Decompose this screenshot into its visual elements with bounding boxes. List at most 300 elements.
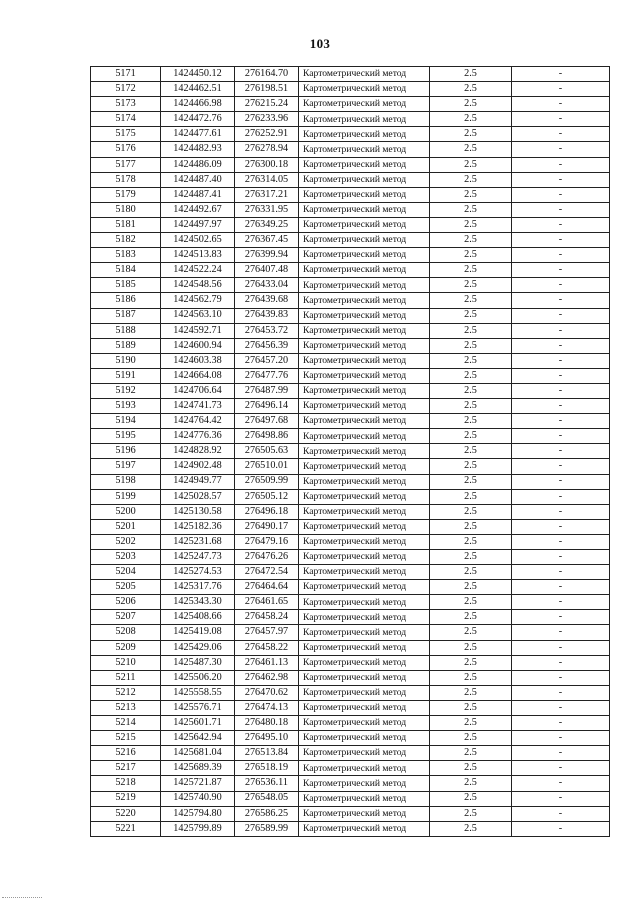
- accuracy-cell: 2.5: [430, 806, 512, 821]
- description-cell: -: [512, 625, 610, 640]
- accuracy-cell: 2.5: [430, 338, 512, 353]
- description-cell: -: [512, 534, 610, 549]
- table-row: [91, 489, 610, 504]
- point-number-cell: 5187: [91, 308, 161, 323]
- method-cell: Картометрический метод: [299, 625, 430, 640]
- y-coordinate-cell: 276477.76: [235, 368, 299, 383]
- x-coordinate-cell: 1424902.48: [161, 459, 235, 474]
- x-coordinate-cell: 1425506.20: [161, 670, 235, 685]
- accuracy-cell: 2.5: [430, 399, 512, 414]
- accuracy-cell: 2.5: [430, 761, 512, 776]
- point-number-cell: 5192: [91, 383, 161, 398]
- y-coordinate-cell: 276479.16: [235, 534, 299, 549]
- y-coordinate-cell: 276439.68: [235, 293, 299, 308]
- description-cell: -: [512, 67, 610, 82]
- method-cell: Картометрический метод: [299, 293, 430, 308]
- x-coordinate-cell: 1424764.42: [161, 414, 235, 429]
- x-coordinate-cell: 1425558.55: [161, 685, 235, 700]
- method-cell: Картометрический метод: [299, 97, 430, 112]
- description-cell: -: [512, 202, 610, 217]
- y-coordinate-cell: 276505.12: [235, 489, 299, 504]
- y-coordinate-cell: 276472.54: [235, 565, 299, 580]
- accuracy-cell: 2.5: [430, 323, 512, 338]
- accuracy-cell: 2.5: [430, 550, 512, 565]
- x-coordinate-cell: 1425231.68: [161, 534, 235, 549]
- accuracy-cell: 2.5: [430, 716, 512, 731]
- y-coordinate-cell: 276509.99: [235, 474, 299, 489]
- y-coordinate-cell: 276252.91: [235, 127, 299, 142]
- description-cell: -: [512, 157, 610, 172]
- y-coordinate-cell: 276367.45: [235, 233, 299, 248]
- description-cell: -: [512, 580, 610, 595]
- x-coordinate-cell: 1424487.41: [161, 187, 235, 202]
- point-number-cell: 5177: [91, 157, 161, 172]
- point-number-cell: 5172: [91, 82, 161, 97]
- table-row: [91, 278, 610, 293]
- table-row: [91, 112, 610, 127]
- method-cell: Картометрический метод: [299, 761, 430, 776]
- x-coordinate-cell: 1425642.94: [161, 731, 235, 746]
- description-cell: -: [512, 776, 610, 791]
- description-cell: -: [512, 338, 610, 353]
- point-number-cell: 5179: [91, 187, 161, 202]
- method-cell: Картометрический метод: [299, 685, 430, 700]
- table-row: [91, 323, 610, 338]
- table-row: [91, 217, 610, 232]
- y-coordinate-cell: 276317.21: [235, 187, 299, 202]
- accuracy-cell: 2.5: [430, 731, 512, 746]
- y-coordinate-cell: 276487.99: [235, 383, 299, 398]
- method-cell: Картометрический метод: [299, 217, 430, 232]
- table-row: [91, 595, 610, 610]
- point-number-cell: 5213: [91, 700, 161, 715]
- point-number-cell: 5212: [91, 685, 161, 700]
- table-row: [91, 791, 610, 806]
- x-coordinate-cell: 1424450.12: [161, 67, 235, 82]
- x-coordinate-cell: 1424563.10: [161, 308, 235, 323]
- x-coordinate-cell: 1424522.24: [161, 263, 235, 278]
- table-row: [91, 716, 610, 731]
- method-cell: Картометрический метод: [299, 746, 430, 761]
- table-row: [91, 187, 610, 202]
- description-cell: -: [512, 791, 610, 806]
- x-coordinate-cell: 1424548.56: [161, 278, 235, 293]
- description-cell: -: [512, 595, 610, 610]
- x-coordinate-cell: 1425601.71: [161, 716, 235, 731]
- method-cell: Картометрический метод: [299, 791, 430, 806]
- description-cell: -: [512, 519, 610, 534]
- table-row: [91, 655, 610, 670]
- x-coordinate-cell: 1424492.67: [161, 202, 235, 217]
- table-row: [91, 82, 610, 97]
- description-cell: -: [512, 685, 610, 700]
- method-cell: Картометрический метод: [299, 504, 430, 519]
- table-row: [91, 444, 610, 459]
- method-cell: Картометрический метод: [299, 640, 430, 655]
- method-cell: Картометрический метод: [299, 550, 430, 565]
- method-cell: Картометрический метод: [299, 263, 430, 278]
- table-row: [91, 776, 610, 791]
- accuracy-cell: 2.5: [430, 610, 512, 625]
- accuracy-cell: 2.5: [430, 353, 512, 368]
- method-cell: Картометрический метод: [299, 157, 430, 172]
- description-cell: -: [512, 610, 610, 625]
- description-cell: -: [512, 353, 610, 368]
- point-number-cell: 5201: [91, 519, 161, 534]
- x-coordinate-cell: 1425794.80: [161, 806, 235, 821]
- point-number-cell: 5175: [91, 127, 161, 142]
- description-cell: -: [512, 821, 610, 836]
- description-cell: -: [512, 429, 610, 444]
- description-cell: -: [512, 761, 610, 776]
- y-coordinate-cell: 276461.65: [235, 595, 299, 610]
- accuracy-cell: 2.5: [430, 776, 512, 791]
- x-coordinate-cell: 1425182.36: [161, 519, 235, 534]
- point-number-cell: 5197: [91, 459, 161, 474]
- accuracy-cell: 2.5: [430, 640, 512, 655]
- point-number-cell: 5209: [91, 640, 161, 655]
- point-number-cell: 5200: [91, 504, 161, 519]
- point-number-cell: 5217: [91, 761, 161, 776]
- y-coordinate-cell: 276461.13: [235, 655, 299, 670]
- description-cell: -: [512, 187, 610, 202]
- point-number-cell: 5171: [91, 67, 161, 82]
- point-number-cell: 5221: [91, 821, 161, 836]
- y-coordinate-cell: 276331.95: [235, 202, 299, 217]
- point-number-cell: 5203: [91, 550, 161, 565]
- accuracy-cell: 2.5: [430, 534, 512, 549]
- method-cell: Картометрический метод: [299, 444, 430, 459]
- accuracy-cell: 2.5: [430, 746, 512, 761]
- x-coordinate-cell: 1424497.97: [161, 217, 235, 232]
- y-coordinate-cell: 276496.18: [235, 504, 299, 519]
- method-cell: Картометрический метод: [299, 716, 430, 731]
- y-coordinate-cell: 276518.19: [235, 761, 299, 776]
- description-cell: -: [512, 489, 610, 504]
- y-coordinate-cell: 276589.99: [235, 821, 299, 836]
- y-coordinate-cell: 276164.70: [235, 67, 299, 82]
- y-coordinate-cell: 276457.20: [235, 353, 299, 368]
- point-number-cell: 5215: [91, 731, 161, 746]
- table-row: [91, 746, 610, 761]
- accuracy-cell: 2.5: [430, 459, 512, 474]
- y-coordinate-cell: 276399.94: [235, 248, 299, 263]
- table-row: [91, 806, 610, 821]
- table-row: [91, 233, 610, 248]
- description-cell: -: [512, 368, 610, 383]
- y-coordinate-cell: 276439.83: [235, 308, 299, 323]
- table-row: [91, 383, 610, 398]
- table-row: [91, 157, 610, 172]
- table-row: [91, 761, 610, 776]
- method-cell: Картометрический метод: [299, 610, 430, 625]
- point-number-cell: 5196: [91, 444, 161, 459]
- y-coordinate-cell: 276458.22: [235, 640, 299, 655]
- accuracy-cell: 2.5: [430, 580, 512, 595]
- description-cell: -: [512, 263, 610, 278]
- accuracy-cell: 2.5: [430, 414, 512, 429]
- method-cell: Картометрический метод: [299, 700, 430, 715]
- x-coordinate-cell: 1425429.06: [161, 640, 235, 655]
- method-cell: Картометрический метод: [299, 821, 430, 836]
- accuracy-cell: 2.5: [430, 308, 512, 323]
- accuracy-cell: 2.5: [430, 444, 512, 459]
- description-cell: -: [512, 700, 610, 715]
- x-coordinate-cell: 1424477.61: [161, 127, 235, 142]
- table-row: [91, 821, 610, 836]
- description-cell: -: [512, 112, 610, 127]
- y-coordinate-cell: 276198.51: [235, 82, 299, 97]
- y-coordinate-cell: 276498.86: [235, 429, 299, 444]
- table-row: [91, 399, 610, 414]
- point-number-cell: 5190: [91, 353, 161, 368]
- x-coordinate-cell: 1425408.66: [161, 610, 235, 625]
- table-row: [91, 685, 610, 700]
- table-row: [91, 127, 610, 142]
- x-coordinate-cell: 1424513.83: [161, 248, 235, 263]
- method-cell: Картометрический метод: [299, 670, 430, 685]
- method-cell: Картометрический метод: [299, 202, 430, 217]
- x-coordinate-cell: 1424487.40: [161, 172, 235, 187]
- point-number-cell: 5188: [91, 323, 161, 338]
- point-number-cell: 5207: [91, 610, 161, 625]
- y-coordinate-cell: 276480.18: [235, 716, 299, 731]
- point-number-cell: 5205: [91, 580, 161, 595]
- page-number: 103: [309, 36, 331, 51]
- table-row: [91, 670, 610, 685]
- method-cell: Картометрический метод: [299, 474, 430, 489]
- accuracy-cell: 2.5: [430, 157, 512, 172]
- accuracy-cell: 2.5: [430, 383, 512, 398]
- y-coordinate-cell: 276464.64: [235, 580, 299, 595]
- table-row: [91, 459, 610, 474]
- description-cell: -: [512, 142, 610, 157]
- method-cell: Картометрический метод: [299, 489, 430, 504]
- y-coordinate-cell: 276407.48: [235, 263, 299, 278]
- description-cell: -: [512, 565, 610, 580]
- x-coordinate-cell: 1424949.77: [161, 474, 235, 489]
- accuracy-cell: 2.5: [430, 233, 512, 248]
- point-number-cell: 5186: [91, 293, 161, 308]
- accuracy-cell: 2.5: [430, 504, 512, 519]
- x-coordinate-cell: 1425274.53: [161, 565, 235, 580]
- table-row: [91, 308, 610, 323]
- accuracy-cell: 2.5: [430, 429, 512, 444]
- x-coordinate-cell: 1424706.64: [161, 383, 235, 398]
- method-cell: Картометрический метод: [299, 399, 430, 414]
- accuracy-cell: 2.5: [430, 82, 512, 97]
- y-coordinate-cell: 276462.98: [235, 670, 299, 685]
- method-cell: Картометрический метод: [299, 414, 430, 429]
- table-row: [91, 368, 610, 383]
- table-row: [91, 625, 610, 640]
- table-row: [91, 263, 610, 278]
- table-row: [91, 580, 610, 595]
- table-row: [91, 731, 610, 746]
- point-number-cell: 5180: [91, 202, 161, 217]
- table-row: [91, 248, 610, 263]
- table-row: [91, 550, 610, 565]
- method-cell: Картометрический метод: [299, 459, 430, 474]
- x-coordinate-cell: 1425799.89: [161, 821, 235, 836]
- accuracy-cell: 2.5: [430, 655, 512, 670]
- table-row: [91, 504, 610, 519]
- method-cell: Картометрический метод: [299, 519, 430, 534]
- method-cell: Картометрический метод: [299, 278, 430, 293]
- table-row: [91, 429, 610, 444]
- x-coordinate-cell: 1424592.71: [161, 323, 235, 338]
- method-cell: Картометрический метод: [299, 338, 430, 353]
- x-coordinate-cell: 1424462.51: [161, 82, 235, 97]
- method-cell: Картометрический метод: [299, 67, 430, 82]
- accuracy-cell: 2.5: [430, 97, 512, 112]
- x-coordinate-cell: 1425576.71: [161, 700, 235, 715]
- point-number-cell: 5218: [91, 776, 161, 791]
- table-row: [91, 353, 610, 368]
- method-cell: Картометрический метод: [299, 580, 430, 595]
- method-cell: Картометрический метод: [299, 655, 430, 670]
- point-number-cell: 5174: [91, 112, 161, 127]
- method-cell: Картометрический метод: [299, 112, 430, 127]
- x-coordinate-cell: 1424562.79: [161, 293, 235, 308]
- description-cell: -: [512, 293, 610, 308]
- x-coordinate-cell: 1424472.76: [161, 112, 235, 127]
- method-cell: Картометрический метод: [299, 187, 430, 202]
- y-coordinate-cell: 276505.63: [235, 444, 299, 459]
- point-number-cell: 5202: [91, 534, 161, 549]
- description-cell: -: [512, 716, 610, 731]
- point-number-cell: 5176: [91, 142, 161, 157]
- accuracy-cell: 2.5: [430, 519, 512, 534]
- method-cell: Картометрический метод: [299, 731, 430, 746]
- x-coordinate-cell: 1425681.04: [161, 746, 235, 761]
- table-row: [91, 610, 610, 625]
- method-cell: Картометрический метод: [299, 142, 430, 157]
- y-coordinate-cell: 276474.13: [235, 700, 299, 715]
- point-number-cell: 5185: [91, 278, 161, 293]
- x-coordinate-cell: 1424776.36: [161, 429, 235, 444]
- table-row: [91, 338, 610, 353]
- description-cell: -: [512, 383, 610, 398]
- description-cell: -: [512, 655, 610, 670]
- y-coordinate-cell: 276457.97: [235, 625, 299, 640]
- description-cell: -: [512, 278, 610, 293]
- point-number-cell: 5198: [91, 474, 161, 489]
- accuracy-cell: 2.5: [430, 595, 512, 610]
- method-cell: Картометрический метод: [299, 248, 430, 263]
- y-coordinate-cell: 276586.25: [235, 806, 299, 821]
- method-cell: Картометрический метод: [299, 308, 430, 323]
- accuracy-cell: 2.5: [430, 625, 512, 640]
- accuracy-cell: 2.5: [430, 187, 512, 202]
- method-cell: Картометрический метод: [299, 82, 430, 97]
- y-coordinate-cell: 276470.62: [235, 685, 299, 700]
- method-cell: Картометрический метод: [299, 368, 430, 383]
- method-cell: Картометрический метод: [299, 806, 430, 821]
- accuracy-cell: 2.5: [430, 489, 512, 504]
- description-cell: -: [512, 399, 610, 414]
- x-coordinate-cell: 1424741.73: [161, 399, 235, 414]
- table-row: [91, 534, 610, 549]
- accuracy-cell: 2.5: [430, 112, 512, 127]
- y-coordinate-cell: 276349.25: [235, 217, 299, 232]
- x-coordinate-cell: 1425721.87: [161, 776, 235, 791]
- x-coordinate-cell: 1424664.08: [161, 368, 235, 383]
- point-number-cell: 5183: [91, 248, 161, 263]
- accuracy-cell: 2.5: [430, 700, 512, 715]
- accuracy-cell: 2.5: [430, 474, 512, 489]
- y-coordinate-cell: 276513.84: [235, 746, 299, 761]
- y-coordinate-cell: 276510.01: [235, 459, 299, 474]
- description-cell: -: [512, 127, 610, 142]
- x-coordinate-cell: 1425028.57: [161, 489, 235, 504]
- table-row: [91, 700, 610, 715]
- method-cell: Картометрический метод: [299, 429, 430, 444]
- method-cell: Картометрический метод: [299, 595, 430, 610]
- point-number-cell: 5220: [91, 806, 161, 821]
- point-number-cell: 5178: [91, 172, 161, 187]
- description-cell: -: [512, 308, 610, 323]
- y-coordinate-cell: 276496.14: [235, 399, 299, 414]
- x-coordinate-cell: 1425343.30: [161, 595, 235, 610]
- x-coordinate-cell: 1425740.90: [161, 791, 235, 806]
- table-row: [91, 172, 610, 187]
- x-coordinate-cell: 1425689.39: [161, 761, 235, 776]
- y-coordinate-cell: 276233.96: [235, 112, 299, 127]
- description-cell: -: [512, 640, 610, 655]
- x-coordinate-cell: 1424486.09: [161, 157, 235, 172]
- point-number-cell: 5199: [91, 489, 161, 504]
- method-cell: Картометрический метод: [299, 172, 430, 187]
- description-cell: -: [512, 323, 610, 338]
- description-cell: -: [512, 504, 610, 519]
- table-row: [91, 519, 610, 534]
- table-row: [91, 142, 610, 157]
- y-coordinate-cell: 276453.72: [235, 323, 299, 338]
- method-cell: Картометрический метод: [299, 233, 430, 248]
- accuracy-cell: 2.5: [430, 565, 512, 580]
- description-cell: -: [512, 474, 610, 489]
- point-number-cell: 5210: [91, 655, 161, 670]
- y-coordinate-cell: 276456.39: [235, 338, 299, 353]
- y-coordinate-cell: 276476.26: [235, 550, 299, 565]
- table-row: [91, 202, 610, 217]
- y-coordinate-cell: 276497.68: [235, 414, 299, 429]
- x-coordinate-cell: 1425247.73: [161, 550, 235, 565]
- accuracy-cell: 2.5: [430, 67, 512, 82]
- x-coordinate-cell: 1424603.38: [161, 353, 235, 368]
- accuracy-cell: 2.5: [430, 263, 512, 278]
- table-row: [91, 640, 610, 655]
- description-cell: -: [512, 550, 610, 565]
- description-cell: -: [512, 459, 610, 474]
- description-cell: -: [512, 806, 610, 821]
- accuracy-cell: 2.5: [430, 821, 512, 836]
- table-row: [91, 293, 610, 308]
- x-coordinate-cell: 1424466.98: [161, 97, 235, 112]
- method-cell: Картометрический метод: [299, 127, 430, 142]
- point-number-cell: 5194: [91, 414, 161, 429]
- point-number-cell: 5189: [91, 338, 161, 353]
- accuracy-cell: 2.5: [430, 685, 512, 700]
- accuracy-cell: 2.5: [430, 142, 512, 157]
- method-cell: Картометрический метод: [299, 383, 430, 398]
- y-coordinate-cell: 276278.94: [235, 142, 299, 157]
- x-coordinate-cell: 1424828.92: [161, 444, 235, 459]
- y-coordinate-cell: 276495.10: [235, 731, 299, 746]
- point-number-cell: 5184: [91, 263, 161, 278]
- method-cell: Картометрический метод: [299, 353, 430, 368]
